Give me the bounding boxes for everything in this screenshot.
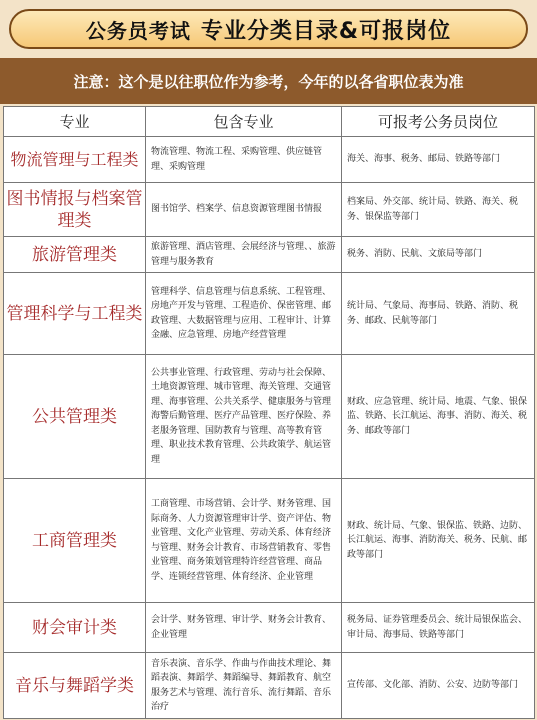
notice-bar: 注意：这个是以往职位作为参考，今年的以各省职位表为准 bbox=[0, 58, 537, 104]
table-row bbox=[4, 603, 535, 653]
row-positions: 税务、消防、民航、文旅局等部门 bbox=[342, 237, 535, 273]
row-category: 管理科学与工程类 bbox=[4, 273, 146, 355]
major-table bbox=[3, 106, 535, 719]
table-row bbox=[4, 355, 535, 479]
row-majors: 音乐表演、音乐学、作曲与作曲技术理论、舞蹈表演、舞蹈学、舞蹈编导、舞蹈教育、航空服务艺术与管理、流行音乐、流行舞蹈、音乐治疗 bbox=[146, 653, 342, 719]
row-positions: 档案局、外交部、统计局、铁路、海关、税务、银保监等部门 bbox=[342, 183, 535, 237]
table-row bbox=[4, 273, 535, 355]
title-part1: 公务员考试 bbox=[85, 18, 191, 43]
title-banner bbox=[6, 6, 531, 52]
row-category: 旅游管理类 bbox=[4, 237, 146, 273]
table-row bbox=[4, 653, 535, 719]
table-row bbox=[4, 479, 535, 603]
row-majors: 旅游管理、酒店管理、会展经济与管理、、旅游管理与服务教育 bbox=[146, 237, 342, 273]
row-majors: 公共事业管理、行政管理、劳动与社会保障、土地资源管理、城市管理、海关管理、交通管理、海事管理、公共关系学、健康服务与管理海警后勤管理、医疗产品管理、医疗保险、养老服务管理、国防教育与管理、高等教育管理、职业技术教育管理、公共政策学、航运管理 bbox=[146, 355, 342, 479]
row-majors: 会计学、财务管理、审计学、财务会计教育、企业管理 bbox=[146, 603, 342, 653]
header-majors: 包含专业 bbox=[146, 107, 342, 137]
title-pill bbox=[9, 9, 528, 49]
row-category: 工商管理类 bbox=[4, 479, 146, 603]
row-majors: 图书馆学、档案学、信息资源管理图书情报 bbox=[146, 183, 342, 237]
row-majors: 工商管理、市场营销、会计学、财务管理、国际商务、人力资源管理审计学、资产评估、物业管理、文化产业管理、劳动关系、体育经济与管理、财务会计教育、市场营销教育、零售业管理、商务策划管理特许经营管理、商品学、连锁经营管理、体育经济、企业管理 bbox=[146, 479, 342, 603]
row-positions: 财政、应急管理、统计局、地震、气象、银保监、铁路、长江航运、海事、消防、海关、税务、邮政等部门 bbox=[342, 355, 535, 479]
row-positions: 税务局、证券管理委员会、统计局银保监会、审计局、海事局、铁路等部门 bbox=[342, 603, 535, 653]
row-category: 音乐与舞蹈学类 bbox=[4, 653, 146, 719]
row-positions: 统计局、气象局、海事局、铁路、消防、税务、邮政、民航等部门 bbox=[342, 273, 535, 355]
table-header-row bbox=[4, 107, 535, 137]
row-positions: 宣传部、文化部、消防、公安、边防等部门 bbox=[342, 653, 535, 719]
row-category: 物流管理与工程类 bbox=[4, 137, 146, 183]
row-majors: 管理科学、信息管理与信息系统、工程管理、房地产开发与管理、工程造价、保密管理、邮政管理、大数据管理与应用、工程审计、计算金融、应急管理、房地产经营管理 bbox=[146, 273, 342, 355]
row-positions: 财政、统计局、气象、银保监、铁路、边防、长江航运、海事、消防海关、税务、民航、邮政等部门 bbox=[342, 479, 535, 603]
title-part2: 专业分类目录&可报岗位 bbox=[200, 18, 452, 44]
row-positions: 海关、海事、税务、邮局、铁路等部门 bbox=[342, 137, 535, 183]
table-row bbox=[4, 183, 535, 237]
table-row bbox=[4, 137, 535, 183]
header-positions: 可报考公务员岗位 bbox=[342, 107, 535, 137]
row-category: 财会审计类 bbox=[4, 603, 146, 653]
table-row bbox=[4, 237, 535, 273]
row-category: 图书情报与档案管理类 bbox=[4, 183, 146, 237]
row-category: 公共管理类 bbox=[4, 355, 146, 479]
row-majors: 物流管理、物流工程、采购管理、供应链管理、采购管理 bbox=[146, 137, 342, 183]
header-category: 专业 bbox=[4, 107, 146, 137]
